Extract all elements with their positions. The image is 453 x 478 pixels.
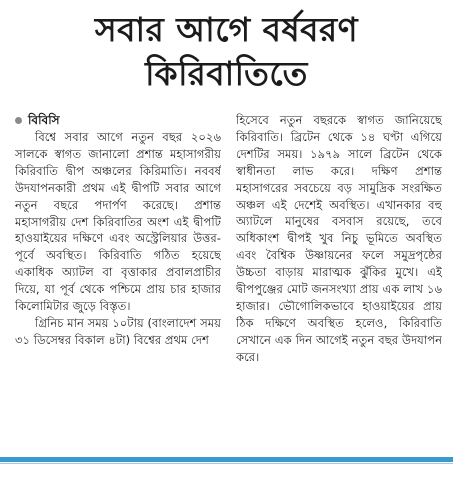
paragraph-3: হিসেবে নতুন বছরকে স্বাগত জানিয়েছে কিরিবাতি। ব্রিটেন থেকে ১৪ ঘণ্টা এগিয়ে দেশটির সময়। ১৯৭৯ সালে ব্রিটেন থেকে স্বাধীনতা লাভ করে। দক্ষিণ প্রশান্ত মহাসাগরের সবচেয়ে বড় সামুদ্রিক সংরক্ষিত অঞ্চল এই দেশেই অবস্থিত। এখানকার বহু অ্যাটলে মানুষের বসবাস রয়েছে, তবে অধিকাংশ দ্বীপই খুব নিচু ভূমিতে অবস্থিত এবং বৈশ্বিক উষ্ণায়নের ফলে সমুদ্রপৃষ্ঠের উচ্চতা বাড়ায় মারাত্মক ঝুঁকির মুখে। এই দ্বীপপুঞ্জের মোট জনসংখ্যা প্রায় এক লাখ ১৬ হাজার। ভৌগোলিকভাবে হাওয়াইয়ের প্রায় ঠিক দক্ষিণে অবস্থিত হলেও, কিরিবাতি সেখানে এক দিন আগেই নতুন বছর উদযাপন করে।: [236, 113, 442, 364]
footer-rule: [0, 457, 453, 462]
column-right: [236, 112, 442, 452]
paragraph-2: গ্রিনিচ মান সময় ১০টায় (বাংলাদেশ সময় ৩১ ডিসেম্বর বিকাল ৪টা) বিশ্বের প্রথম দেশ: [15, 315, 221, 347]
byline-source: বিবিসি: [28, 113, 60, 127]
headline-line-1: সবার আগে বর্ষবরণ: [94, 10, 359, 49]
footer-rule-thin: [0, 463, 453, 464]
byline: [15, 112, 221, 129]
paragraph-1: বিশ্বে সবার আগে নতুন বছর ২০২৬ সালকে স্বাগত জানালো প্রশান্ত মহাসাগরীয় কিরিবাতি দ্বীপ অঞ্চলের কিরিমাতি। নববর্ষ উদযাপনকারী প্রথম এই দ্বীপটি সবার আগে নতুন বছরে পদার্পণ করেছে। প্রশান্ত মহাসাগরীয় দেশ কিরিবাতির অংশ এই দ্বীপটি হাওয়াইয়ের দক্ষিণে এবং অস্ট্রেলিয়ার উত্তর-পূর্বে অবস্থিত। কিরিবাতি গঠিত হয়েছে একাধিক অ্যাটল বা বৃত্তাকার প্রবালপ্রাচীর দিয়ে, যা পূর্ব থেকে পশ্চিমে প্রায় চার হাজার কিলোমিটার জুড়ে বিস্তৃত।: [15, 130, 221, 314]
article-body: [15, 112, 442, 452]
bullet-icon: [15, 117, 22, 124]
column-left: [15, 112, 221, 452]
headline-line-2: কিরিবাতিতে: [145, 54, 308, 93]
